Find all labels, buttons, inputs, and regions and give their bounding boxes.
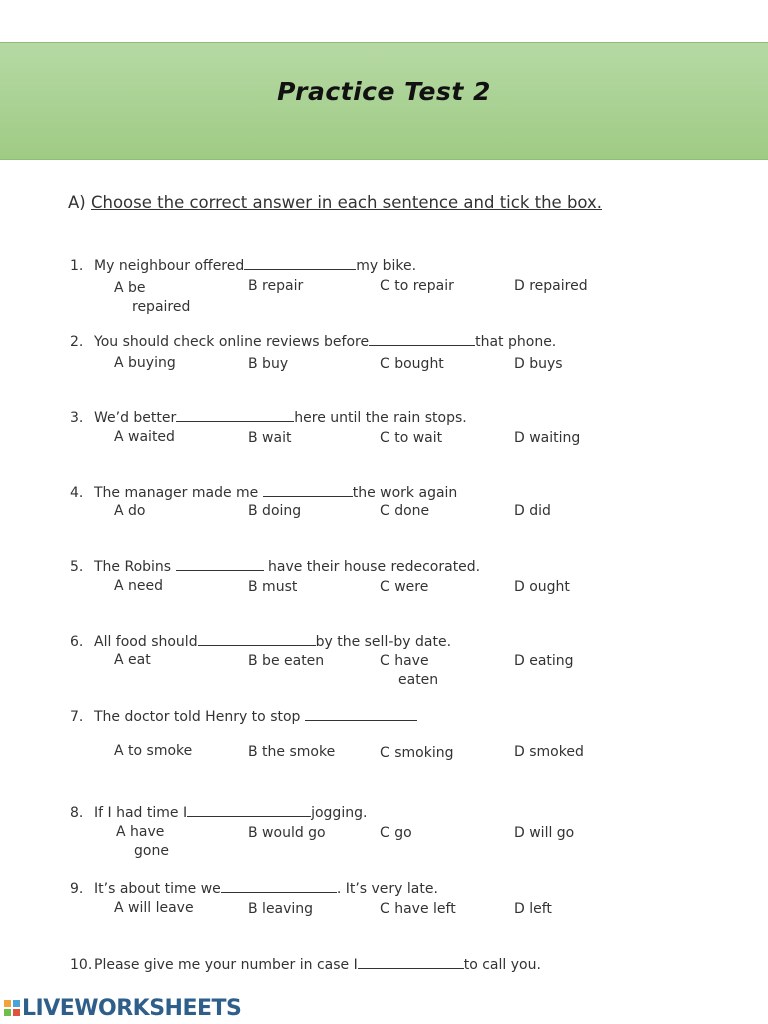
option-a[interactable]: A do — [114, 503, 146, 519]
logo-text: LIVEWORKSHEETS — [22, 996, 242, 1021]
option-a[interactable] — [114, 279, 204, 317]
question-number: 8. — [70, 805, 84, 821]
answer-blank[interactable] — [176, 558, 264, 571]
question-text-before: My neighbour offered — [94, 258, 245, 274]
option-c[interactable]: C done — [380, 503, 430, 519]
option-c[interactable]: C have left — [380, 901, 456, 917]
option-label-cont: repaired — [132, 299, 191, 315]
answer-blank[interactable] — [176, 409, 294, 422]
question-number: 9. — [70, 881, 84, 897]
option-a[interactable]: A waited — [114, 429, 175, 445]
question-8 — [70, 804, 367, 821]
option-a[interactable]: A buying — [114, 355, 176, 371]
logo-icon — [4, 1000, 20, 1016]
option-c[interactable]: C go — [380, 825, 412, 841]
option-label-cont: eaten — [398, 672, 439, 688]
option-d[interactable]: D ought — [514, 579, 570, 595]
question-9 — [70, 880, 438, 897]
question-text-after: my bike. — [356, 258, 417, 274]
option-b[interactable]: B buy — [248, 356, 289, 372]
question-1 — [70, 257, 416, 274]
option-d[interactable]: D repaired — [514, 278, 588, 294]
option-b[interactable]: B wait — [248, 430, 292, 446]
option-d[interactable]: D smoked — [514, 744, 584, 760]
option-c[interactable]: C smoking — [380, 745, 454, 761]
question-text-before: We’d better — [94, 410, 177, 426]
option-label: A have — [116, 824, 165, 840]
answer-blank[interactable] — [369, 333, 475, 346]
question-7 — [70, 708, 417, 725]
question-text-before: The Robins — [94, 559, 176, 575]
question-6 — [70, 633, 451, 650]
question-3 — [70, 409, 467, 426]
question-text-after: to call you. — [463, 957, 541, 973]
question-number: 10. — [70, 957, 93, 973]
answer-blank[interactable] — [358, 956, 464, 969]
question-text-after: here until the rain stops. — [294, 410, 467, 426]
option-c[interactable]: C to repair — [380, 278, 454, 294]
question-number: 5. — [70, 559, 84, 575]
answer-blank[interactable] — [305, 708, 417, 721]
question-text-after: . It’s very late. — [336, 881, 438, 897]
option-c[interactable]: C bought — [380, 356, 444, 372]
option-a[interactable]: A will leave — [114, 900, 194, 916]
question-2 — [70, 333, 556, 350]
instruction — [68, 193, 602, 212]
question-text-after: that phone. — [475, 334, 557, 350]
option-b[interactable]: B would go — [248, 825, 326, 841]
option-label: A be — [114, 280, 146, 296]
question-number: 7. — [70, 709, 84, 725]
question-number: 1. — [70, 258, 84, 274]
answer-blank[interactable] — [187, 804, 311, 817]
option-d[interactable]: D left — [514, 901, 552, 917]
question-text-before: The manager made me — [94, 485, 263, 501]
question-text-before: It’s about time we — [94, 881, 221, 897]
answer-blank[interactable] — [221, 880, 337, 893]
option-d[interactable]: D will go — [514, 825, 575, 841]
option-label: C have — [380, 653, 429, 669]
page-title: Practice Test 2 — [277, 77, 491, 106]
question-text-before: The doctor told Henry to stop — [94, 709, 305, 725]
option-c[interactable] — [380, 652, 438, 690]
question-text-after: the work again — [352, 485, 458, 501]
option-label-cont: gone — [134, 843, 169, 859]
question-text-after: by the sell-by date. — [315, 634, 452, 650]
title-banner — [0, 42, 768, 160]
question-text-before: If I had time I — [94, 805, 188, 821]
option-a[interactable]: A need — [114, 578, 164, 594]
answer-blank[interactable] — [198, 633, 316, 646]
question-text-before: You should check online reviews before — [94, 334, 370, 350]
answer-blank[interactable] — [263, 484, 353, 497]
question-5 — [70, 558, 480, 575]
option-a[interactable]: A to smoke — [114, 743, 193, 759]
question-text-after: have their house redecorated. — [263, 559, 481, 575]
liveworksheets-logo[interactable] — [4, 996, 241, 1021]
question-number: 4. — [70, 485, 84, 501]
question-10 — [70, 956, 541, 973]
question-text-before: Please give me your number in case I — [94, 957, 358, 973]
option-b[interactable]: B must — [248, 579, 298, 595]
option-b[interactable]: B the smoke — [248, 744, 336, 760]
question-4 — [70, 484, 457, 501]
question-text-before: All food should — [94, 634, 198, 650]
option-a[interactable] — [116, 823, 169, 861]
option-d[interactable]: D buys — [514, 356, 563, 372]
option-d[interactable]: D did — [514, 503, 551, 519]
option-b[interactable]: B repair — [248, 278, 304, 294]
option-b[interactable]: B doing — [248, 503, 302, 519]
option-a[interactable]: A eat — [114, 652, 151, 668]
option-d[interactable]: D eating — [514, 653, 574, 669]
option-d[interactable]: D waiting — [514, 430, 581, 446]
instruction-text: Choose the correct answer in each sentence and tick the box. — [90, 193, 603, 212]
answer-blank[interactable] — [244, 257, 356, 270]
question-number: 2. — [70, 334, 84, 350]
question-number: 3. — [70, 410, 84, 426]
option-c[interactable]: C to wait — [380, 430, 443, 446]
question-text-after: jogging. — [311, 805, 368, 821]
instruction-prefix: A) — [68, 193, 86, 212]
option-b[interactable]: B leaving — [248, 901, 314, 917]
question-number: 6. — [70, 634, 84, 650]
option-c[interactable]: C were — [380, 579, 429, 595]
option-b[interactable]: B be eaten — [248, 653, 325, 669]
